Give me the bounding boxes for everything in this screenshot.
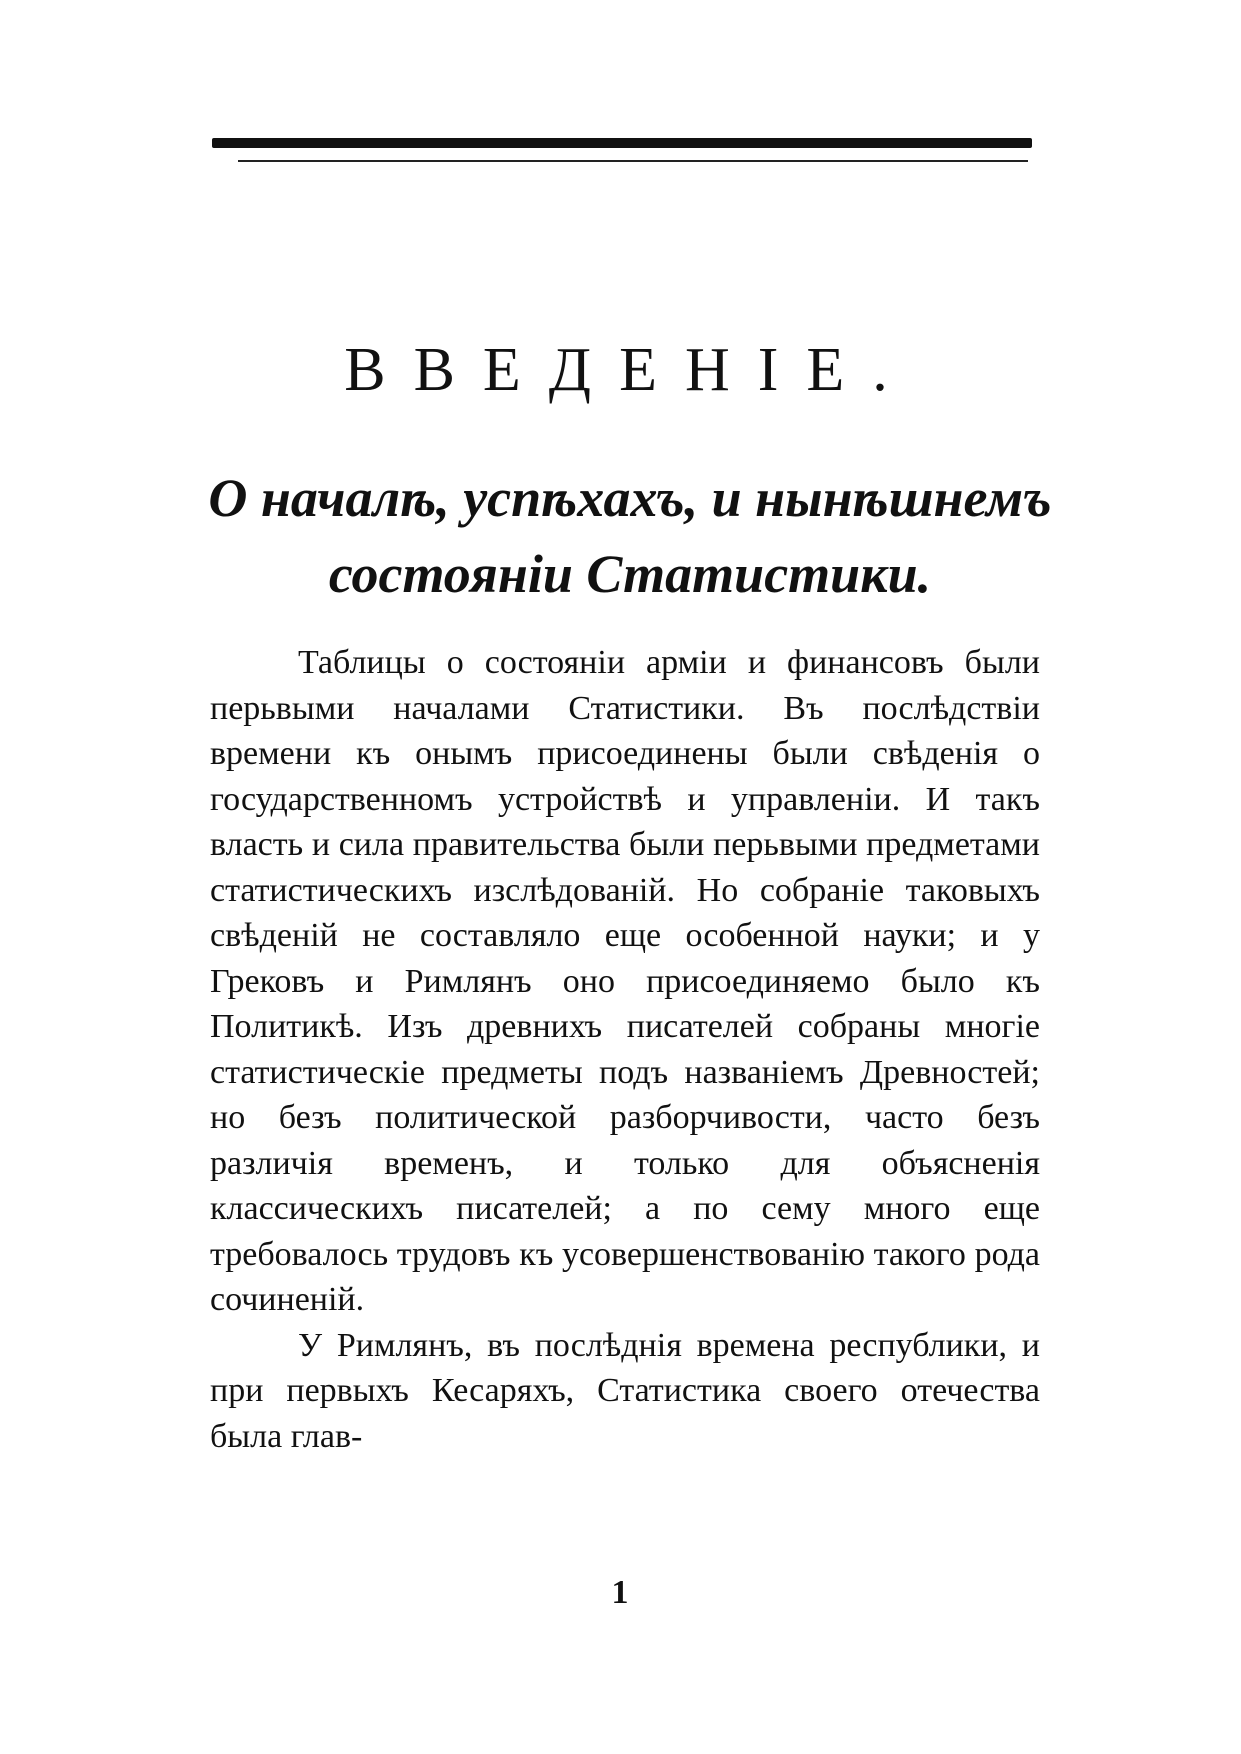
top-rule-thin: [238, 160, 1028, 162]
chapter-heading: ВВЕДЕНІЕ.: [344, 336, 916, 404]
body-text: [210, 640, 1040, 1459]
top-rule: [212, 138, 1032, 148]
page-number: 1: [611, 1574, 629, 1611]
paragraph: У Римлянъ, въ послѣднія времена республики, и при первыхъ Кесаряхъ, Статистика своего отечества была глав-: [210, 1326, 1040, 1455]
chapter-subtitle: О началѣ, успѣхахъ, и нынѣшнемъ состояніи Статистики.: [208, 468, 1052, 604]
paragraph: Таблицы о состояніи арміи и финансовъ были перьвыми началами Статистики. Въ послѣдствіи времени къ онымъ присоединены были свѣденія о государственномъ устройствѣ и управленіи. И такъ власть и сила правительства были перьвыми предметами статистическихъ изслѣдованій. Но собраніе таковыхъ свѣденій не составляло еще особенной науки; и у Грековъ и Римлянъ оно присоединяемо было къ Политикѣ. Изъ древнихъ писателей собраны многіе статистическіе предметы подъ названіемъ Древностей; но безъ политической разборчивости, часто безъ различія временъ, и только для объясненія классическихъ писателей; а по сему много еще требовалось трудовъ къ усовершенствованію такого рода сочиненій.: [210, 644, 1040, 1318]
